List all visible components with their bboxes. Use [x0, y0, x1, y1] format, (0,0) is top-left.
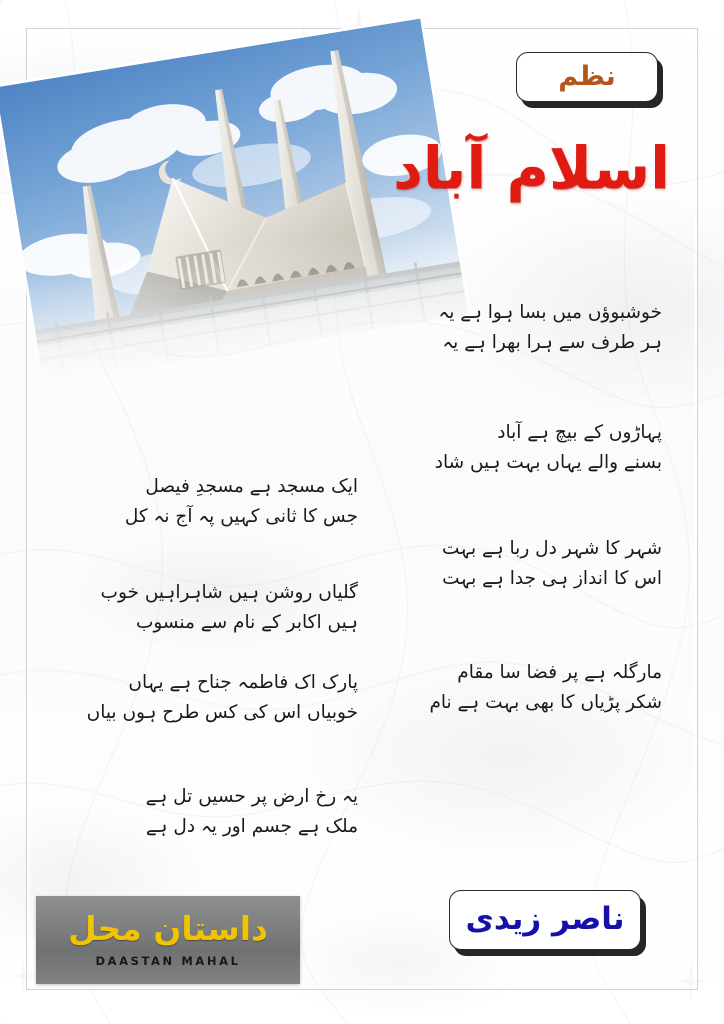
- verse-line: ایک مسجد ہے مسجدِ فیصل: [145, 476, 358, 497]
- verse-line: ہر طرف سے ہرا بھرا ہے یہ: [442, 331, 662, 353]
- author-name: ناصر زیدی: [465, 900, 625, 937]
- verse-line: مارگلہ ہے پر فضا سا مقام: [457, 662, 662, 683]
- page-title: اسلام آباد: [393, 134, 670, 202]
- stanza: [425, 418, 662, 478]
- brand-logo-latin: DAASTAN MAHAL: [95, 954, 241, 968]
- brand-logo-script: داستان محل: [68, 909, 268, 948]
- stanza: [432, 534, 662, 594]
- brand-logo: [36, 896, 300, 984]
- verse-line: جس کا ثانی کہیں پہ آج نہ کل: [124, 505, 358, 527]
- verse-line: پہاڑوں کے بیچ ہے آباد: [497, 422, 662, 443]
- stanza: [419, 658, 662, 718]
- genre-badge-label: نظم: [558, 60, 616, 92]
- verse-line: ملک ہے جسم اور یہ دل ہے: [145, 815, 358, 837]
- author-badge: [449, 890, 641, 950]
- verse-line: شکر پڑیاں کا بھی بہت ہے نام: [429, 691, 662, 713]
- verse-line: خوبیاں اس کی کس طرح ہوں بیاں: [86, 701, 358, 723]
- stanza: [77, 668, 358, 728]
- verse-line: یہ رخ ارض پر حسیں تل ہے: [145, 786, 358, 807]
- stanza: [416, 298, 662, 358]
- verse-line: اس کا انداز ہی جدا ہے بہت: [442, 567, 662, 589]
- verse-line: پارک اک فاطمہ جناح ہے یہاں: [128, 672, 358, 693]
- verse-line: شہر کا شہر دل ربا ہے بہت: [441, 538, 662, 559]
- stanza: [115, 472, 358, 532]
- sparkle-icon: [10, 958, 36, 994]
- verse-line: ہیں اکابر کے نام سے منسوب: [135, 611, 358, 633]
- verse-line: بسنے والے یہاں بہت ہیں شاد: [434, 451, 662, 473]
- stanza: [136, 782, 358, 842]
- sparkle-icon: [676, 960, 706, 1002]
- verse-line: خوشبوؤں میں بسا ہوا ہے یہ: [438, 302, 662, 323]
- verse-line: گلیاں روشن ہیں شاہراہیں خوب: [100, 582, 358, 603]
- genre-badge: [516, 52, 658, 102]
- stanza: [101, 578, 358, 638]
